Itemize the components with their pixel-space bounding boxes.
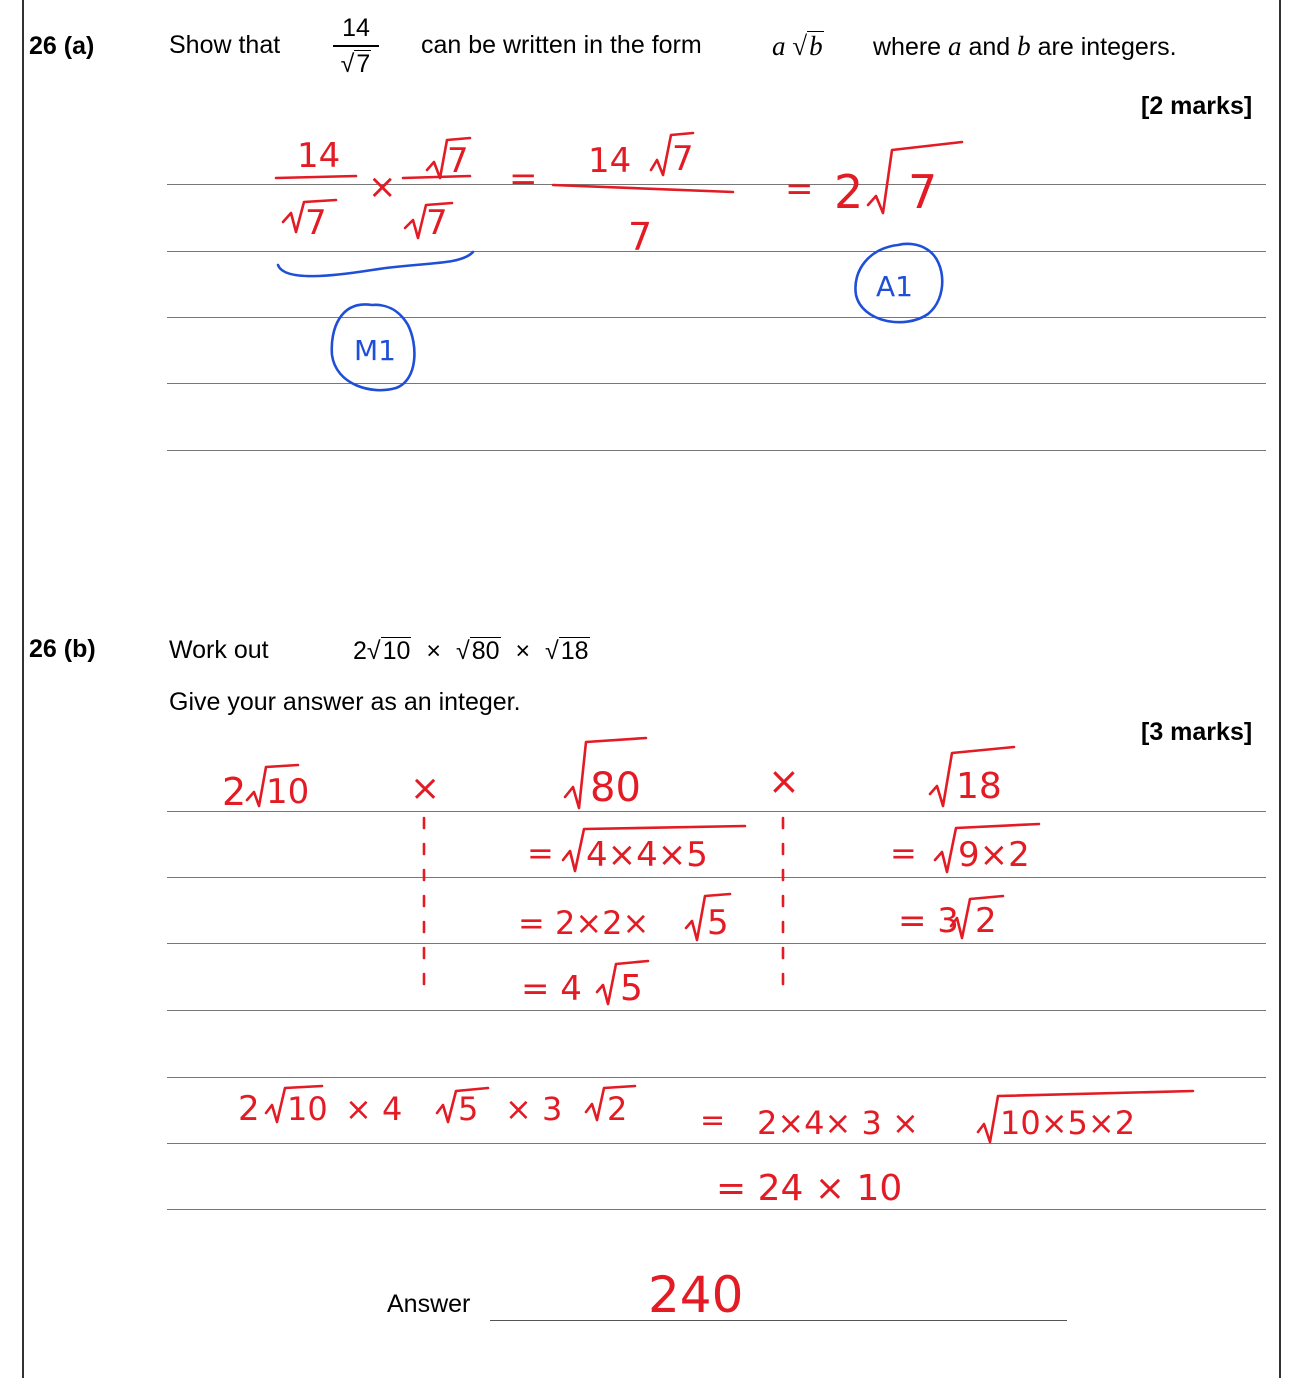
hw-equals: = — [785, 169, 814, 209]
hw-times: × — [368, 167, 397, 207]
hw-5: 5 — [620, 968, 643, 1009]
expr-radicand-18: 18 — [560, 637, 589, 665]
hw-3: = 3 — [898, 901, 959, 941]
where-a: a — [948, 31, 962, 61]
hw-2: 2 — [607, 1090, 628, 1128]
instruction-text: Give your answer as an integer. — [169, 688, 521, 716]
hw-7: 7 — [305, 203, 327, 243]
hw-9x2: 9×2 — [958, 835, 1030, 875]
hw-7: 7 — [447, 141, 469, 181]
are-integers: are integers. — [1037, 33, 1177, 61]
where-b: b — [1017, 31, 1031, 61]
form-b: b — [809, 31, 823, 61]
radicand: 7 — [356, 49, 371, 78]
can-be-written-text: can be written in the form — [421, 31, 702, 59]
hw-brace — [278, 252, 473, 276]
form-a: a — [772, 31, 786, 61]
radical-sign: √ — [455, 637, 470, 665]
where-and: and — [968, 33, 1011, 61]
work-out-text: Work out — [169, 636, 269, 664]
marks-26b: [3 marks] — [1141, 718, 1253, 746]
fraction-numerator: 14 — [342, 14, 370, 42]
answer-label: Answer — [387, 1290, 471, 1318]
hw-m1: M1 — [354, 334, 396, 367]
hw-7: 7 — [426, 203, 448, 243]
hw-a1: A1 — [876, 270, 913, 303]
hw-2: 2 — [975, 901, 997, 941]
marks-26a: [2 marks] — [1141, 92, 1253, 120]
hw-10: 10 — [266, 772, 310, 812]
hw-5: 5 — [458, 1090, 479, 1128]
expr-radicand-80: 80 — [471, 637, 500, 665]
hw-24x10: = 24 × 10 — [716, 1168, 903, 1209]
hw-times-3: × 3 — [505, 1090, 563, 1128]
hw-18: 18 — [956, 766, 1002, 807]
hw-7: 7 — [908, 165, 938, 219]
hw-2: 2 — [238, 1089, 260, 1129]
hw-answer-240: 240 — [648, 1266, 744, 1324]
hw-equals: = — [890, 834, 917, 872]
hw-4x4x5: 4×4×5 — [586, 835, 708, 875]
expr-coefficient: 2 — [353, 637, 367, 665]
hw-times: × — [410, 768, 441, 809]
hw-times-4: × 4 — [345, 1090, 403, 1128]
radical-sign: √ — [545, 637, 559, 665]
hw-equals: = — [527, 834, 554, 872]
hw-4: = 4 — [521, 969, 582, 1009]
hw-80: 80 — [590, 765, 641, 811]
show-that-text: Show that — [169, 31, 281, 59]
hw-2x2x: = 2×2× — [518, 904, 650, 942]
hw-2: 2 — [834, 165, 864, 219]
hw-14: 14 — [588, 141, 632, 181]
question-number-26b: 26 (b) — [29, 635, 96, 663]
hw-equals: = — [700, 1103, 726, 1138]
hw-5: 5 — [707, 903, 729, 943]
hw-7: 7 — [628, 215, 653, 259]
question-number-26a: 26 (a) — [29, 32, 95, 60]
hw-10x5x2: 10×5×2 — [1000, 1104, 1136, 1142]
expr-radicand-10: 10 — [382, 637, 411, 665]
hw-fraction-bar — [553, 185, 733, 192]
times-sign: × — [515, 637, 531, 665]
radical-sign: √ — [366, 637, 381, 665]
hw-10: 10 — [287, 1090, 328, 1128]
radical-sign: √ — [792, 31, 808, 61]
hw-times: × — [768, 759, 800, 803]
hw-2: 2 — [222, 770, 247, 814]
where-text: where — [873, 33, 942, 61]
times-sign: × — [426, 637, 442, 665]
hw-2x4x3: 2×4× 3 × — [757, 1104, 919, 1142]
radical-sign: √ — [340, 49, 355, 78]
hw-7: 7 — [672, 139, 694, 179]
hw-equals: = — [509, 159, 538, 199]
hw-14: 14 — [297, 136, 341, 176]
hw-fraction-bar — [276, 176, 356, 178]
